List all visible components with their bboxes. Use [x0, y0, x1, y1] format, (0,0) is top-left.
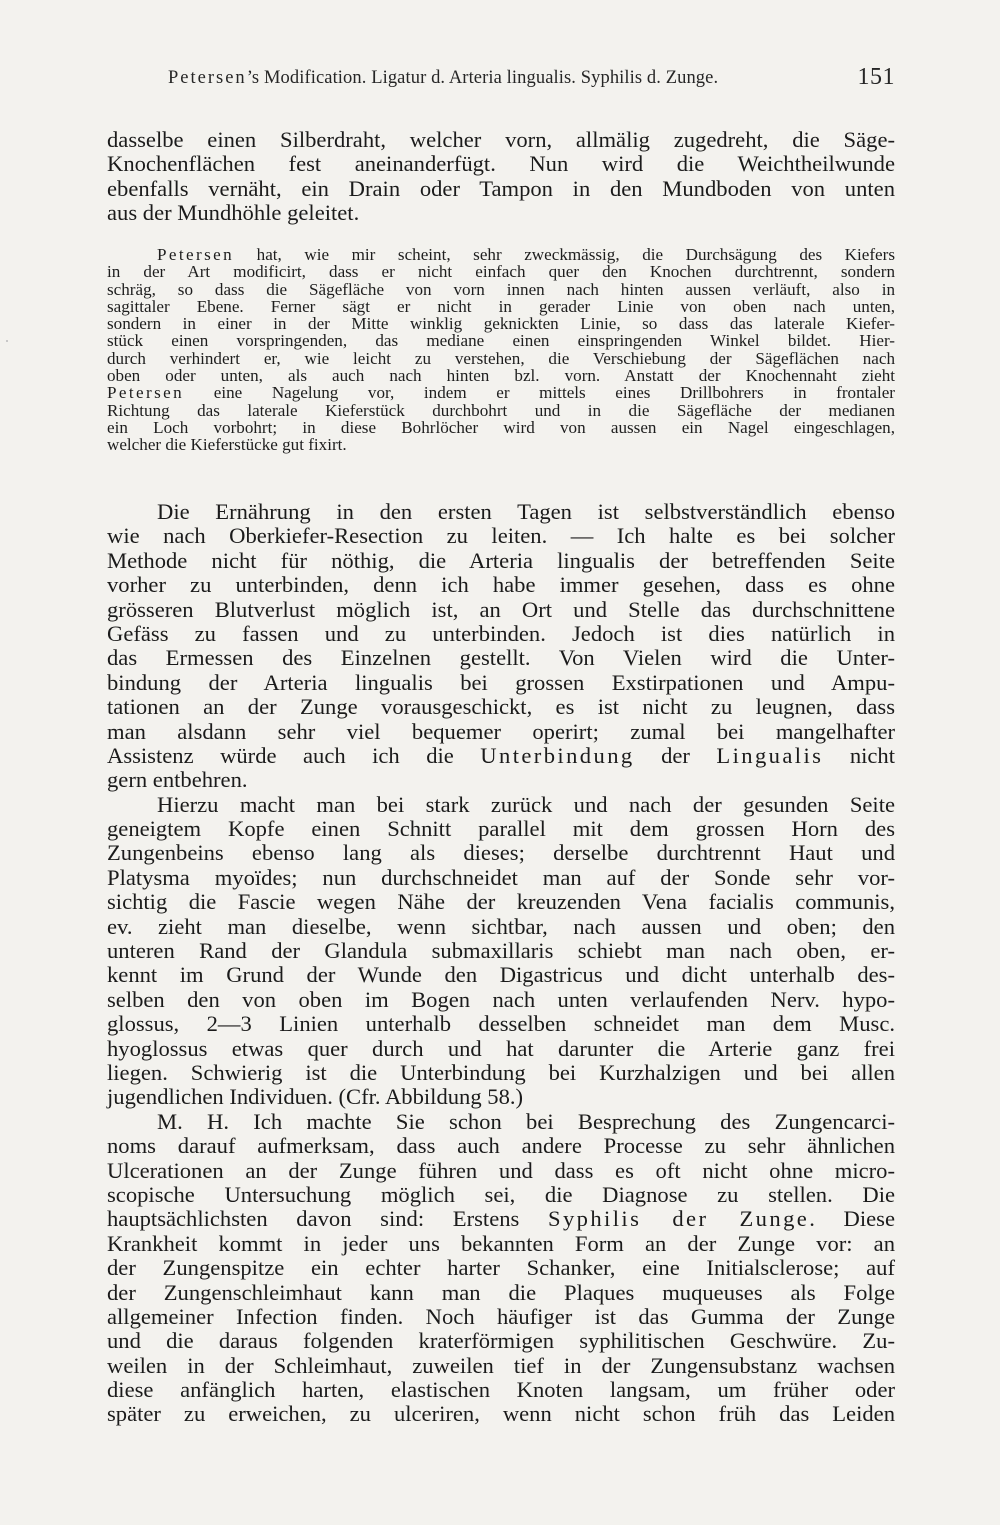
paragraph-1 — [107, 128, 895, 226]
text-line: Gefäss zu fassen und zu unterbinden. Jedoch ist dies natürlich in — [107, 620, 895, 646]
text-line: weilen in der Schleimhaut, zuweilen tief in der Zungensubstanz wachsen — [107, 1352, 895, 1378]
note-line: stück einen vorspringenden, das mediane einen einspringenden Winkel bildet. Hier- — [107, 331, 895, 351]
running-header — [160, 62, 895, 98]
text-line: tationen an der Zunge vorausgeschickt, es ist nicht zu leugnen, dass — [107, 694, 895, 720]
author-name: Petersen — [107, 383, 185, 403]
text-line — [107, 744, 895, 768]
text-line: Zungenbeins ebenso lang als dieses; derselbe durchtrennt Haut und — [107, 840, 895, 866]
text-line: Ulcerationen an der Zunge führen und dass es oft nicht ohne micro- — [107, 1157, 895, 1183]
text-line: liegen. Schwierig ist die Unterbindung bei Kurzhalzigen und bei allen — [107, 1059, 895, 1085]
text-line: Knochenflächen fest aneinanderfügt. Nun wird die Weichtheilwunde — [107, 151, 895, 177]
note-line: durch verhindert er, wie leicht zu verstehen, die Verschiebung der Sägeflächen nach — [107, 348, 895, 368]
emphasis-spaced: Syphilis der Zunge — [548, 1206, 810, 1232]
margin-speck — [6, 340, 8, 342]
note-line: sondern in einer in der Mitte winklig geknickten Linie, so dass das laterale Kiefer- — [107, 314, 895, 334]
note-line: oben oder unten, als auch nach hinten bzl. vorn. Anstatt der Knochennaht zieht — [107, 366, 895, 386]
text-line: geneigtem Kopfe einen Schnitt parallel mit dem grossen Horn des — [107, 816, 895, 842]
text-line: dasselbe einen Silberdraht, welcher vorn, allmälig zugedreht, die Säge- — [107, 127, 895, 152]
text-line: glossus, 2—3 Linien unterhalb desselben schneidet man dem Musc. — [107, 1011, 895, 1037]
text-run: Assistenz würde auch ich die — [107, 742, 481, 768]
text-line: Hierzu macht man bei stark zurück und nach der gesunden Seite — [157, 791, 895, 817]
note-line: in der Art modificirt, dass er nicht einfach quer den Knochen durchtrennt, sondern — [107, 262, 895, 282]
running-title-name: Petersen — [168, 68, 247, 88]
note-line: welcher die Kieferstücke gut fixirt. — [107, 435, 347, 455]
running-title-text: ’s Modification. Ligatur d. Arteria lingualis. Syphilis d. Zunge. — [246, 68, 719, 88]
text-line: Die Ernährung in den ersten Tagen ist selbstverständlich ebenso — [157, 499, 895, 524]
text-line: hyoglossus etwas quer durch und hat darunter die Arterie ganz frei — [107, 1035, 895, 1061]
text-line — [107, 1207, 895, 1231]
text-line: grösseren Blutverlust möglich ist, an Ort und Stelle das durchschnittene — [107, 596, 895, 622]
text-line: wie nach Oberkiefer-Resection zu leiten. — Ich halte es bei solcher — [107, 523, 895, 549]
text-line: selben den von oben im Bogen nach unten verlaufenden Nerv. hypo- — [107, 986, 895, 1012]
text-line: später zu erweichen, zu ulceriren, wenn nicht schon früh das Leiden — [107, 1401, 895, 1427]
text-line: und die daraus folgenden kraterförmigen syphilitischen Geschwüre. Zu- — [107, 1328, 895, 1354]
text-line: Krankheit kommt in jeder uns bekannten Form an der Zunge vor: an — [107, 1230, 895, 1256]
emphasis-spaced: Unterbindung — [480, 742, 635, 768]
text-line: jugendlichen Individuen. (Cfr. Abbildung 58.) — [107, 1084, 524, 1110]
text-line: der Zungenschleimhaut kann man die Plaques muqueuses als Folge — [107, 1279, 895, 1305]
text-line: vorher zu unterbinden, denn ich habe immer gesehen, dass es ohne — [107, 572, 895, 598]
text-line: unteren Rand der Glandula submaxillaris schiebt man nach oben, er- — [107, 938, 895, 964]
note-line: sagittaler Ebene. Ferner sägt er nicht in gerader Linie von oben nach unten, — [107, 296, 895, 316]
text-line: aus der Mundhöhle geleitet. — [107, 200, 360, 226]
text-line: noms darauf aufmerksam, dass auch andere Processe zu sehr ähnlichen — [107, 1133, 895, 1159]
note-text: hat, wie mir scheint, sehr zweckmässig, die Durchsägung des Kiefers — [234, 245, 895, 264]
text-line: scopische Untersuchung möglich sei, die Diagnose zu stellen. Die — [107, 1181, 895, 1207]
note-line — [107, 384, 895, 401]
text-line: gern entbehren. — [107, 767, 248, 793]
text-line: diese anfänglich harten, elastischen Knoten langsam, um früher oder — [107, 1377, 895, 1403]
text-line: das Ermessen des Einzelnen gestellt. Von Vielen wird die Unter- — [107, 645, 895, 671]
text-line: kennt im Grund der Wunde den Digastricus und dicht unterhalb des- — [107, 962, 895, 988]
text-line: allgemeiner Infection finden. Noch häufiger ist das Gumma der Zunge — [107, 1303, 895, 1329]
small-print-note — [107, 246, 895, 454]
emphasis-spaced: Lingualis — [716, 742, 824, 768]
text-line: man alsdann sehr viel bequemer operirt; zumal bei mangelhafter — [107, 718, 895, 744]
page-number: 151 — [857, 64, 895, 90]
author-name: Petersen — [157, 245, 235, 264]
note-line: ein Loch vorbohrt; in diese Bohrlöcher wird von aussen ein Nagel eingeschlagen, — [107, 417, 895, 437]
running-title — [168, 68, 718, 89]
text-run: hauptsächlichsten davon sind: Erstens — [107, 1206, 548, 1232]
text-line: bindung der Arteria lingualis bei grossen Exstirpationen und Ampu- — [107, 669, 895, 695]
text-line: sichtig die Fascie wegen Nähe der kreuzenden Vena facialis communis, — [107, 889, 895, 915]
text-run: . Diese — [809, 1206, 895, 1232]
text-line: ev. zieht man dieselbe, wenn sichtbar, nach aussen und oben; den — [107, 913, 895, 939]
text-run: der — [634, 742, 717, 768]
paragraphs-main — [107, 500, 895, 1427]
text-line: ebenfalls vernäht, ein Drain oder Tampon in den Mundboden von unten — [107, 175, 895, 201]
text-line: der Zungenspitze ein echter harter Schanker, eine Initialsclerose; auf — [107, 1255, 895, 1281]
note-line: Richtung das laterale Kieferstück durchbohrt und in die Sägefläche der medianen — [107, 400, 895, 420]
text-run: nicht — [823, 742, 895, 768]
note-line — [107, 246, 895, 263]
note-line: schräg, so dass die Sägefläche von vorn innen nach hinten aussen verläuft, also in — [107, 279, 895, 299]
text-line: M. H. Ich machte Sie schon bei Besprechung des Zungencarci- — [157, 1108, 895, 1134]
text-line: Platysma myoïdes; nun durchschneidet man auf der Sonde sehr vor- — [107, 864, 895, 890]
note-text: eine Nagelung vor, indem er mittels eines Drillbohrers in frontaler — [184, 383, 895, 403]
text-line: Methode nicht für nöthig, die Arteria lingualis der betreffenden Seite — [107, 547, 895, 573]
